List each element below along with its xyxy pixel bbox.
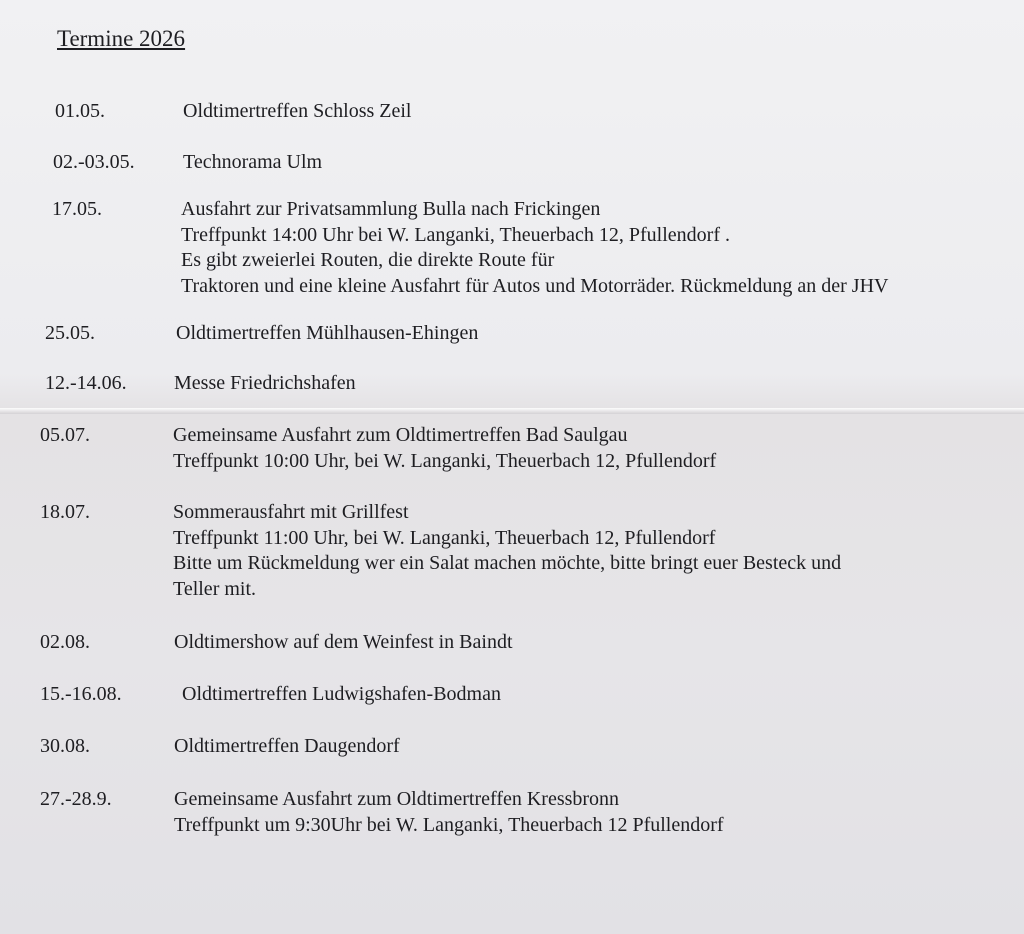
event-date: 15.-16.08. [40,683,122,705]
event-line: Oldtimertreffen Ludwigshafen-Bodman [182,683,501,705]
event-line: Oldtimertreffen Daugendorf [174,735,400,757]
event-line: Traktoren und eine kleine Ausfahrt für Autos und Motorräder. Rückmeldung an der JHV [181,274,889,297]
event-line: Treffpunkt 14:00 Uhr bei W. Langanki, Theuerbach 12, Pfullendorf . [181,223,730,246]
event-description [181,197,888,299]
event-line: Sommerausfahrt mit Grillfest [173,501,409,523]
event-date: 01.05. [55,100,105,122]
event-description [174,630,513,656]
event-date: 05.07. [40,424,90,446]
event-line: Bitte um Rückmeldung wer ein Salat machen möchte, bitte bringt euer Besteck und [173,552,842,574]
event-date: 30.08. [40,735,90,757]
event-line: Treffpunkt um 9:30Uhr bei W. Langanki, Theuerbach 12 Pfullendorf [174,813,724,836]
event-line: Technorama Ulm [183,151,323,173]
event-description [174,787,724,838]
event-line: Oldtimertreffen Schloss Zeil [183,100,412,122]
event-line: Ausfahrt zur Privatsammlung Bulla nach Frickingen [181,198,601,220]
event-date: 12.-14.06. [45,372,127,394]
event-date: 17.05. [52,198,102,220]
event-date: 27.-28.9. [40,788,112,810]
event-description [182,682,501,708]
event-description [174,734,400,760]
event-line: Treffpunkt 10:00 Uhr, bei W. Langanki, Theuerbach 12, Pfullendorf [173,449,717,472]
event-description [173,500,841,602]
event-description [176,321,478,347]
event-description [173,423,716,474]
event-line: Messe Friedrichshafen [174,372,356,394]
event-line: Treffpunkt 11:00 Uhr, bei W. Langanki, Theuerbach 12, Pfullendorf [173,526,716,549]
event-date: 02.-03.05. [53,151,135,173]
event-description [183,99,411,125]
event-line: Oldtimertreffen Mühlhausen-Ehingen [176,322,479,344]
event-line: Gemeinsame Ausfahrt zum Oldtimertreffen Bad Saulgau [173,424,628,446]
event-date: 25.05. [45,322,95,344]
paper-fold [0,408,1024,414]
event-line: Teller mit. [173,577,257,600]
event-date: 18.07. [40,501,90,523]
event-date: 02.08. [40,631,90,653]
page-title: Termine 2026 [57,26,186,51]
event-line: Gemeinsame Ausfahrt zum Oldtimertreffen Kressbronn [174,788,620,810]
event-description [174,371,356,397]
event-line: Oldtimershow auf dem Weinfest in Baindt [174,631,513,653]
event-line: Es gibt zweierlei Routen, die direkte Route für [181,249,555,271]
event-description [183,150,322,176]
